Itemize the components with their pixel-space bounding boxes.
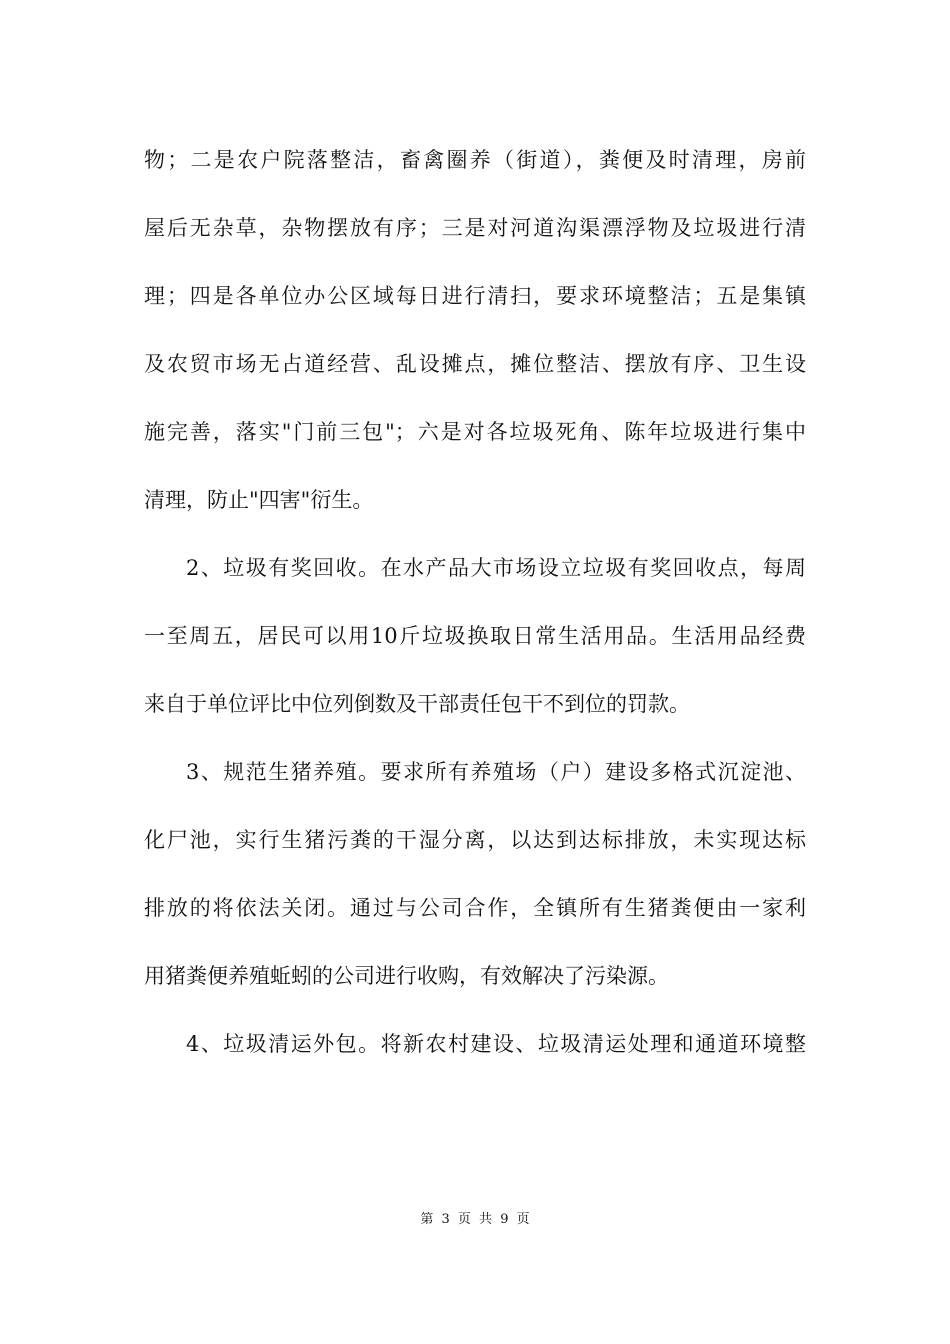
text-line: 化尸池，实行生猪污粪的干湿分离，以达到达标排放，未实现达标 xyxy=(144,828,806,852)
text-line: 物；二是农户院落整洁，畜禽圈养（街道），粪便及时清理，房前 xyxy=(144,148,806,172)
text-line: 用猪粪便养殖蚯蚓的公司进行收购，有效解决了污染源。 xyxy=(144,964,669,988)
text-line: 4、垃圾清运外包。将新农村建设、垃圾清运处理和通道环境整 xyxy=(186,1032,806,1056)
text-line: 来自于单位评比中位列倒数及干部责任包干不到位的罚款。 xyxy=(144,692,690,716)
text-line: 排放的将依法关闭。通过与公司合作，全镇所有生猪粪便由一家利 xyxy=(144,896,806,920)
text-line: 屋后无杂草，杂物摆放有序；三是对河道沟渠漂浮物及垃圾进行清 xyxy=(144,216,806,240)
text-line: 清理，防止"四害"衍生。 xyxy=(144,488,374,512)
text-line: 3、规范生猪养殖。要求所有养殖场（户）建设多格式沉淀池、 xyxy=(186,760,806,784)
text-line: 及农贸市场无占道经营、乱设摊点，摊位整洁、摆放有序、卫生设 xyxy=(144,352,806,376)
text-line: 2、垃圾有奖回收。在水产品大市场设立垃圾有奖回收点，每周 xyxy=(186,556,806,580)
text-line: 施完善，落实"门前三包"；六是对各垃圾死角、陈年垃圾进行集中 xyxy=(144,420,806,444)
text-line: 理；四是各单位办公区域每日进行清扫，要求环境整洁；五是集镇 xyxy=(144,284,806,308)
page-number-footer: 第 3 页 共 9 页 xyxy=(420,1212,530,1227)
text-line: 一至周五，居民可以用10斤垃圾换取日常生活用品。生活用品经费 xyxy=(144,624,806,648)
document-body xyxy=(144,126,806,1078)
